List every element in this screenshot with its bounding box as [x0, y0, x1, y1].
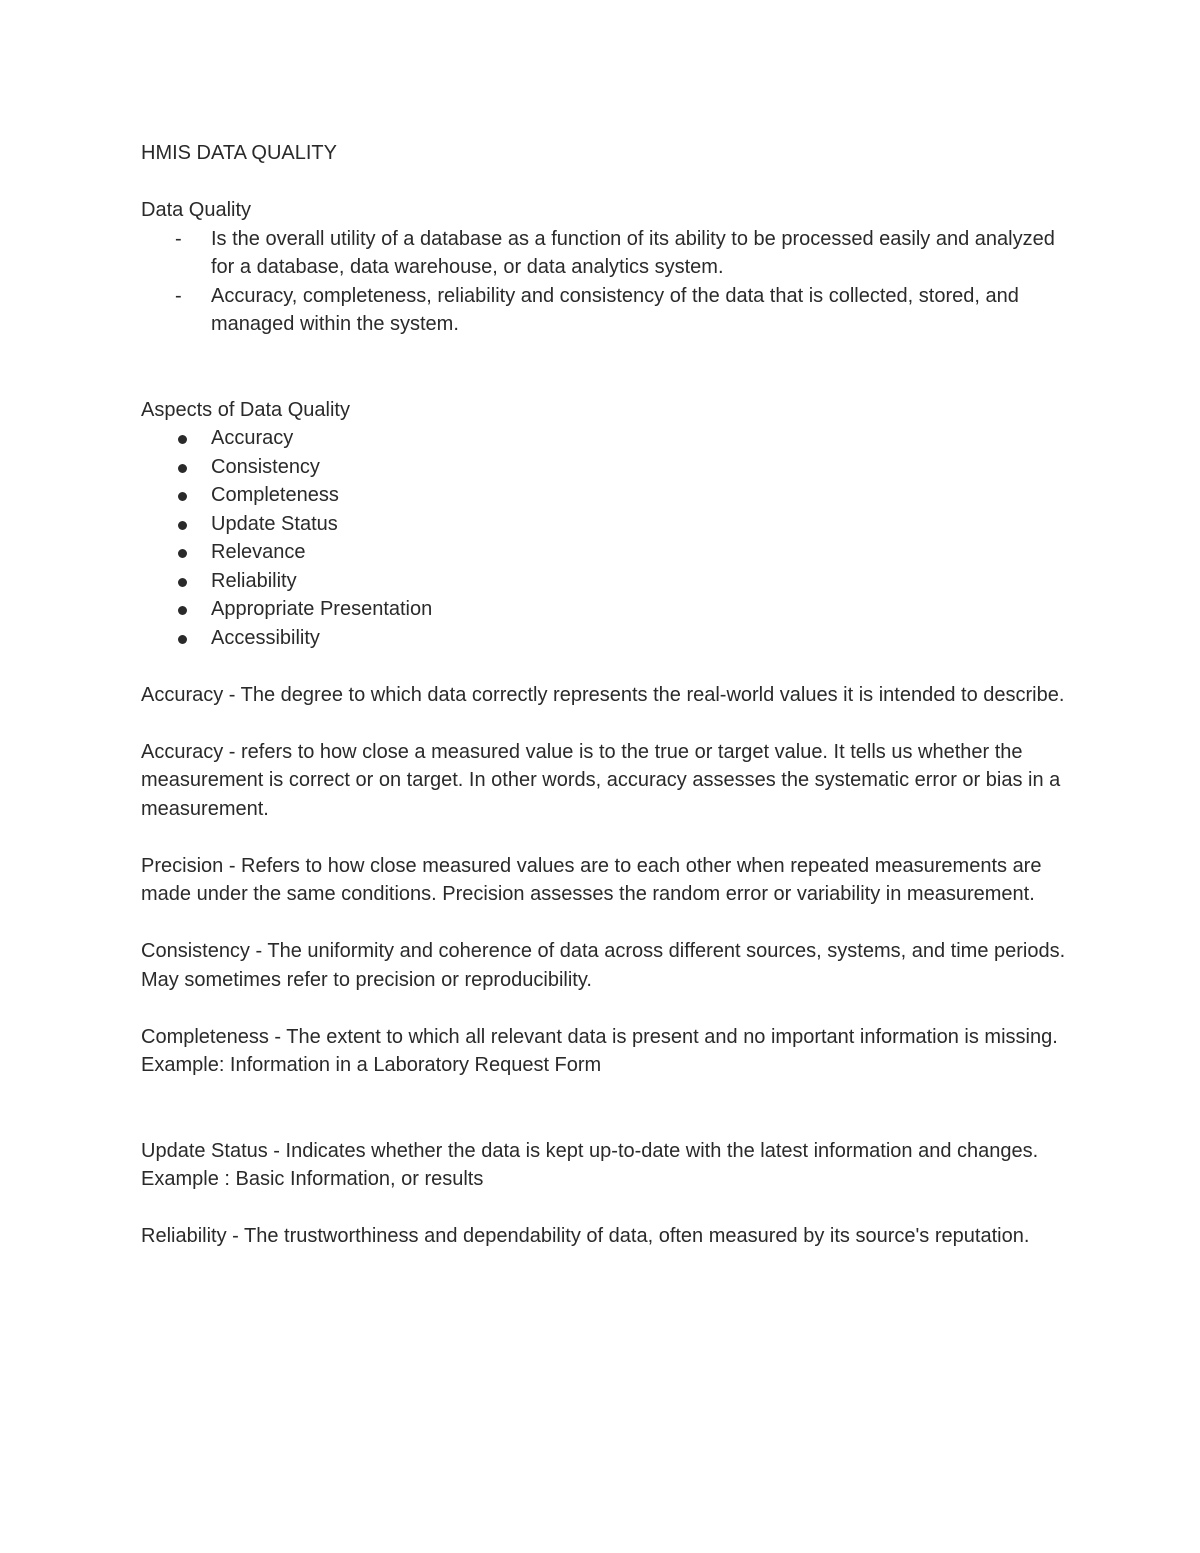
accuracy-definition: Accuracy - The degree to which data correctly represents the real-world values it is intended to describe.	[141, 683, 1065, 706]
bullet-icon	[178, 464, 187, 473]
aspects-heading: Aspects of Data Quality	[141, 398, 350, 421]
list-item	[141, 624, 1071, 653]
bullet-icon	[178, 549, 187, 558]
bullet-icon	[178, 521, 187, 530]
list-item-text: Completeness	[211, 484, 339, 506]
bullet-icon	[178, 578, 187, 587]
accuracy-explanation: Accuracy - refers to how close a measured value is to the true or target value. It tells us whether the measurement is correct or on target. In other words, accuracy assesses the systematic error or bias in a measurement.	[141, 740, 1061, 820]
dash-marker: -	[175, 284, 182, 307]
list-item	[141, 481, 1071, 510]
consistency-definition: Consistency - The uniformity and coherence of data across different sources, systems, and time periods. May sometimes refer to precision or reproducibility.	[141, 940, 1066, 991]
update-status-definition: Update Status - Indicates whether the data is kept up-to-date with the latest information and changes.	[141, 1139, 1039, 1162]
spacer	[141, 168, 1071, 197]
list-item-text: Update Status	[211, 512, 338, 535]
list-item-text: Is the overall utility of a database as a function of its ability to be processed easily and analyzed for a database, data warehouse, or data analytics system.	[211, 227, 1055, 278]
list-item	[141, 510, 1071, 539]
list-item	[141, 567, 1071, 596]
spacer	[141, 1080, 1071, 1137]
list-item	[141, 453, 1071, 482]
document-title: HMIS DATA QUALITY	[141, 142, 337, 164]
spacer	[141, 909, 1071, 938]
bullet-icon	[178, 492, 187, 501]
spacer	[141, 652, 1071, 681]
aspects-list	[141, 424, 1071, 652]
list-item-text: Relevance	[211, 541, 306, 563]
spacer	[141, 1194, 1071, 1223]
dash-marker: -	[175, 227, 182, 250]
bullet-icon	[178, 435, 187, 444]
completeness-example: Example: Information in a Laboratory Request Form	[141, 1054, 602, 1076]
list-item-text: Accessibility	[211, 626, 320, 649]
list-item	[141, 595, 1071, 624]
list-item-text: Consistency	[211, 455, 320, 478]
document-page	[141, 139, 1071, 1251]
completeness-definition: Completeness - The extent to which all relevant data is present and no important information is missing.	[141, 1025, 1058, 1048]
spacer	[141, 339, 1071, 396]
spacer	[141, 823, 1071, 852]
list-item	[141, 225, 1071, 282]
list-item	[141, 424, 1071, 453]
list-item	[141, 282, 1071, 339]
bullet-icon	[178, 606, 187, 615]
reliability-definition: Reliability - The trustworthiness and dependability of data, often measured by its source's reputation.	[141, 1225, 1030, 1247]
list-item-text: Appropriate Presentation	[211, 598, 433, 620]
list-item-text: Accuracy	[211, 427, 294, 449]
precision-definition: Precision - Refers to how close measured values are to each other when repeated measurements are made under the same conditions. Precision assesses the random error or variability in measurement.	[141, 854, 1042, 905]
bullet-icon	[178, 635, 187, 644]
spacer	[141, 994, 1071, 1023]
data-quality-list	[141, 225, 1071, 339]
spacer	[141, 709, 1071, 738]
data-quality-heading: Data Quality	[141, 199, 252, 221]
list-item-text: Reliability	[211, 569, 297, 592]
update-status-example: Example : Basic Information, or results	[141, 1168, 484, 1190]
list-item	[141, 538, 1071, 567]
list-item-text: Accuracy, completeness, reliability and consistency of the data that is collected, stored, and managed within the system.	[211, 284, 1019, 335]
